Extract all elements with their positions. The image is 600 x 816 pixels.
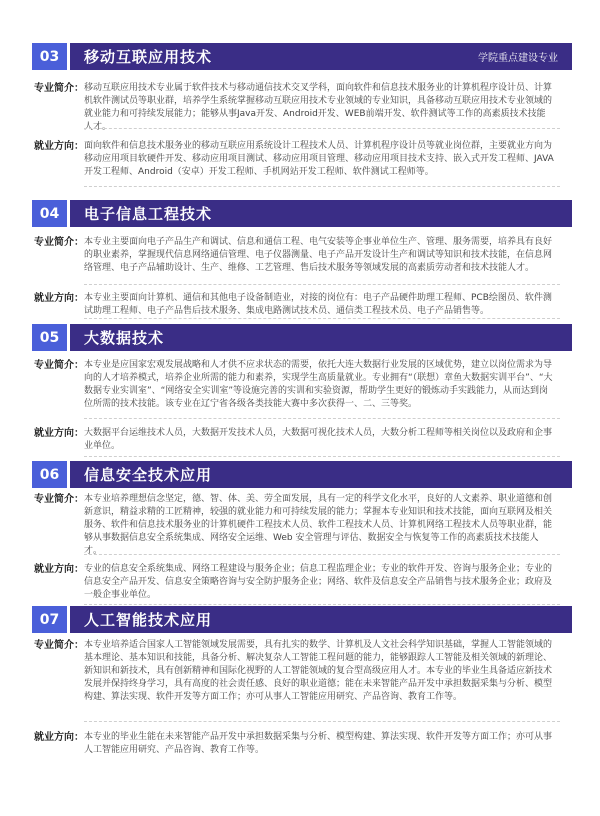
section-title: 人工智能技术应用: [84, 611, 213, 629]
section-banner-04: [32, 200, 572, 227]
job-text: 本专业主要面向计算机、通信和其他电子设备制造业，对接的岗位有：电子产品硬件助理工程师、PCB绘图员、软件测试助理工程师、电子产品售后技术服务、集成电路测试技术员、通信类工程技术员、电子产品销售等。: [84, 293, 552, 316]
job-row-03: [0, 140, 600, 179]
job-text: 大数据平台运维技术人员，大数据开发技术人员，大数据可视化技术人员，大数分析工程师等相关岗位以及政府和企事业单位。: [84, 428, 553, 451]
section-banner-07: [32, 606, 572, 633]
section-number: 06: [32, 461, 70, 488]
intro-text: 本专业主要面向电子产品生产和调试、信息和通信工程、电气安装等企事业单位生产、管理、服务需要，培养具有良好的职业素养，掌握现代信息网络通信管理、电子仪器测量、电子产品开发设计生产和调试等知识和技术技能，在信息网络管理、电子产品辅助设计、生产、维修、工艺管理、售后技术服务等领域发展的高素质劳动者和技术技能人才。: [84, 237, 553, 273]
section-number: 04: [32, 200, 70, 227]
job-text: 专业的信息安全系统集成、网络工程建设与服务企业；信息工程监理企业；专业的软件开发、咨询与服务企业；专业的信息安全产品开发、信息安全策略咨询与安全防护服务企业；网络、软件及信息安全产品销售与技术服务企业；政府及一般企事业单位。: [84, 564, 553, 600]
intro-label: 专业简介：: [34, 237, 84, 248]
job-text: 本专业的毕业生能在未来智能产品开发中承担数据采集与分析、模型构建、算法实现、软件开发等方面工作；亦可从事人工智能应用研究、产品咨询、教育工作等。: [84, 732, 553, 755]
section-number: 05: [32, 324, 70, 351]
intro-label: 专业简介：: [34, 83, 84, 94]
divider: [84, 284, 560, 285]
section-title: 电子信息工程技术: [84, 205, 213, 223]
intro-label: 专业简介：: [34, 640, 84, 651]
intro-row-05: [0, 359, 600, 411]
job-row-04: [0, 292, 600, 318]
section-tag: 学院重点建设专业: [478, 53, 558, 64]
intro-row-06: [0, 493, 600, 558]
intro-text: 本专业培养理想信念坚定，德、智、体、美、劳全面发展，具有一定的科学文化水平，良好的人文素养、职业道德和创新意识，精益求精的工匠精神，较强的就业能力和可持续发展的能力；掌握本专业知识和技术技能，面向互联网及相关服务、软件和信息技术服务业的计算机硬件工程技术人员、软件工程技术人员、计算机网络工程技术人员等职业群，能够从事数据信息安全系统集成、网络安全运维、Web 安全管理与评估、数据安全与恢复等工作的高素质技术技能人才。: [84, 494, 553, 556]
job-row-05: [0, 427, 600, 453]
intro-row-03: [0, 82, 600, 134]
divider: [84, 721, 560, 722]
divider: [84, 128, 560, 129]
section-number: 07: [32, 606, 70, 633]
divider: [84, 456, 560, 457]
job-label: 就业方向：: [34, 141, 84, 152]
divider: [84, 186, 560, 187]
intro-text: 本专业培养适合国家人工智能领域发展需要，具有扎实的数学、计算机及人文社会科学知识基础，掌握人工智能领域的基本理论、基本知识和技能，具备分析、解决复杂人工智能工程问题的能力，能够跟踪人工智能及相关领域的新理论、新知识和新技术，具有创新精神和国际化视野的人工智能领域的复合型高级应用人才。本专业的毕业生具备适应新技术发展并保持终身学习，具有高度的社会责任感、良好的职业道德；能在未来智能产品开发中承担数据采集与分析、模型构建、算法实现、软件开发等方面工作；亦可从事人工智能应用研究、产品咨询、教育工作等。: [84, 640, 553, 702]
section-title: 移动互联应用技术: [84, 48, 213, 66]
job-label: 就业方向：: [34, 732, 84, 743]
divider: [84, 554, 560, 555]
job-text: 面向软件和信息技术服务业的移动互联应用系统设计工程技术人员、计算机程序设计员等就业岗位群，主要就业方向为移动应用项目软硬件开发、移动应用项目测试、移动应用项目管理、移动应用项目技术支持、嵌入式开发工程师、JAVA开发工程师、Android（安卓）开发工程师、手机网站开发工程师、软件测试工程师等。: [84, 141, 554, 177]
intro-row-04: [0, 236, 600, 275]
intro-row-07: [0, 639, 600, 704]
section-title: 大数据技术: [84, 329, 165, 347]
section-banner-03: [32, 43, 572, 70]
job-row-06: [0, 563, 600, 602]
intro-text: 移动互联应用技术专业属于软件技术与移动通信技术交叉学科，面向软件和信息技术服务业的计算机程序设计员、计算机软件测试员等职业群，培养学生系统掌握移动互联应用技术专业领域的专业知识，具备移动互联应用技术专业领域的就业能力和可持续发展能力；能够从事Java开发、Android开发、WEB前端开发、软件测试等工作的高素质技术技能人才。: [84, 83, 553, 132]
job-label: 就业方向：: [34, 293, 84, 304]
job-label: 就业方向：: [34, 428, 84, 439]
intro-label: 专业简介：: [34, 360, 84, 371]
divider: [84, 604, 560, 605]
section-number: 03: [32, 43, 70, 70]
intro-text: 本专业是应国家宏观发展战略和人才供不应求状态的需要，依托大连大数据行业发展的区域优势，建立以岗位需求为导向的人才培养模式，培养企业所需的能力和素养，实现学生高质量就业。专业拥有“（联想）章鱼大数据实训平台”、“大数据专业实训室”、“网络安全实训室”等设施完善的实训和实验资源，帮助学生更好的锻炼动手实践能力，从而达到岗位所需的技术技能。该专业在辽宁省各级各类技能大赛中多次获得一、二、三等奖。: [84, 360, 553, 409]
divider: [84, 318, 560, 319]
section-banner-05: [32, 324, 572, 351]
job-label: 就业方向：: [34, 564, 84, 575]
section-title: 信息安全技术应用: [84, 466, 213, 484]
intro-label: 专业简介：: [34, 494, 84, 505]
divider: [84, 418, 560, 419]
section-banner-06: [32, 461, 572, 488]
job-row-07: [0, 731, 600, 757]
